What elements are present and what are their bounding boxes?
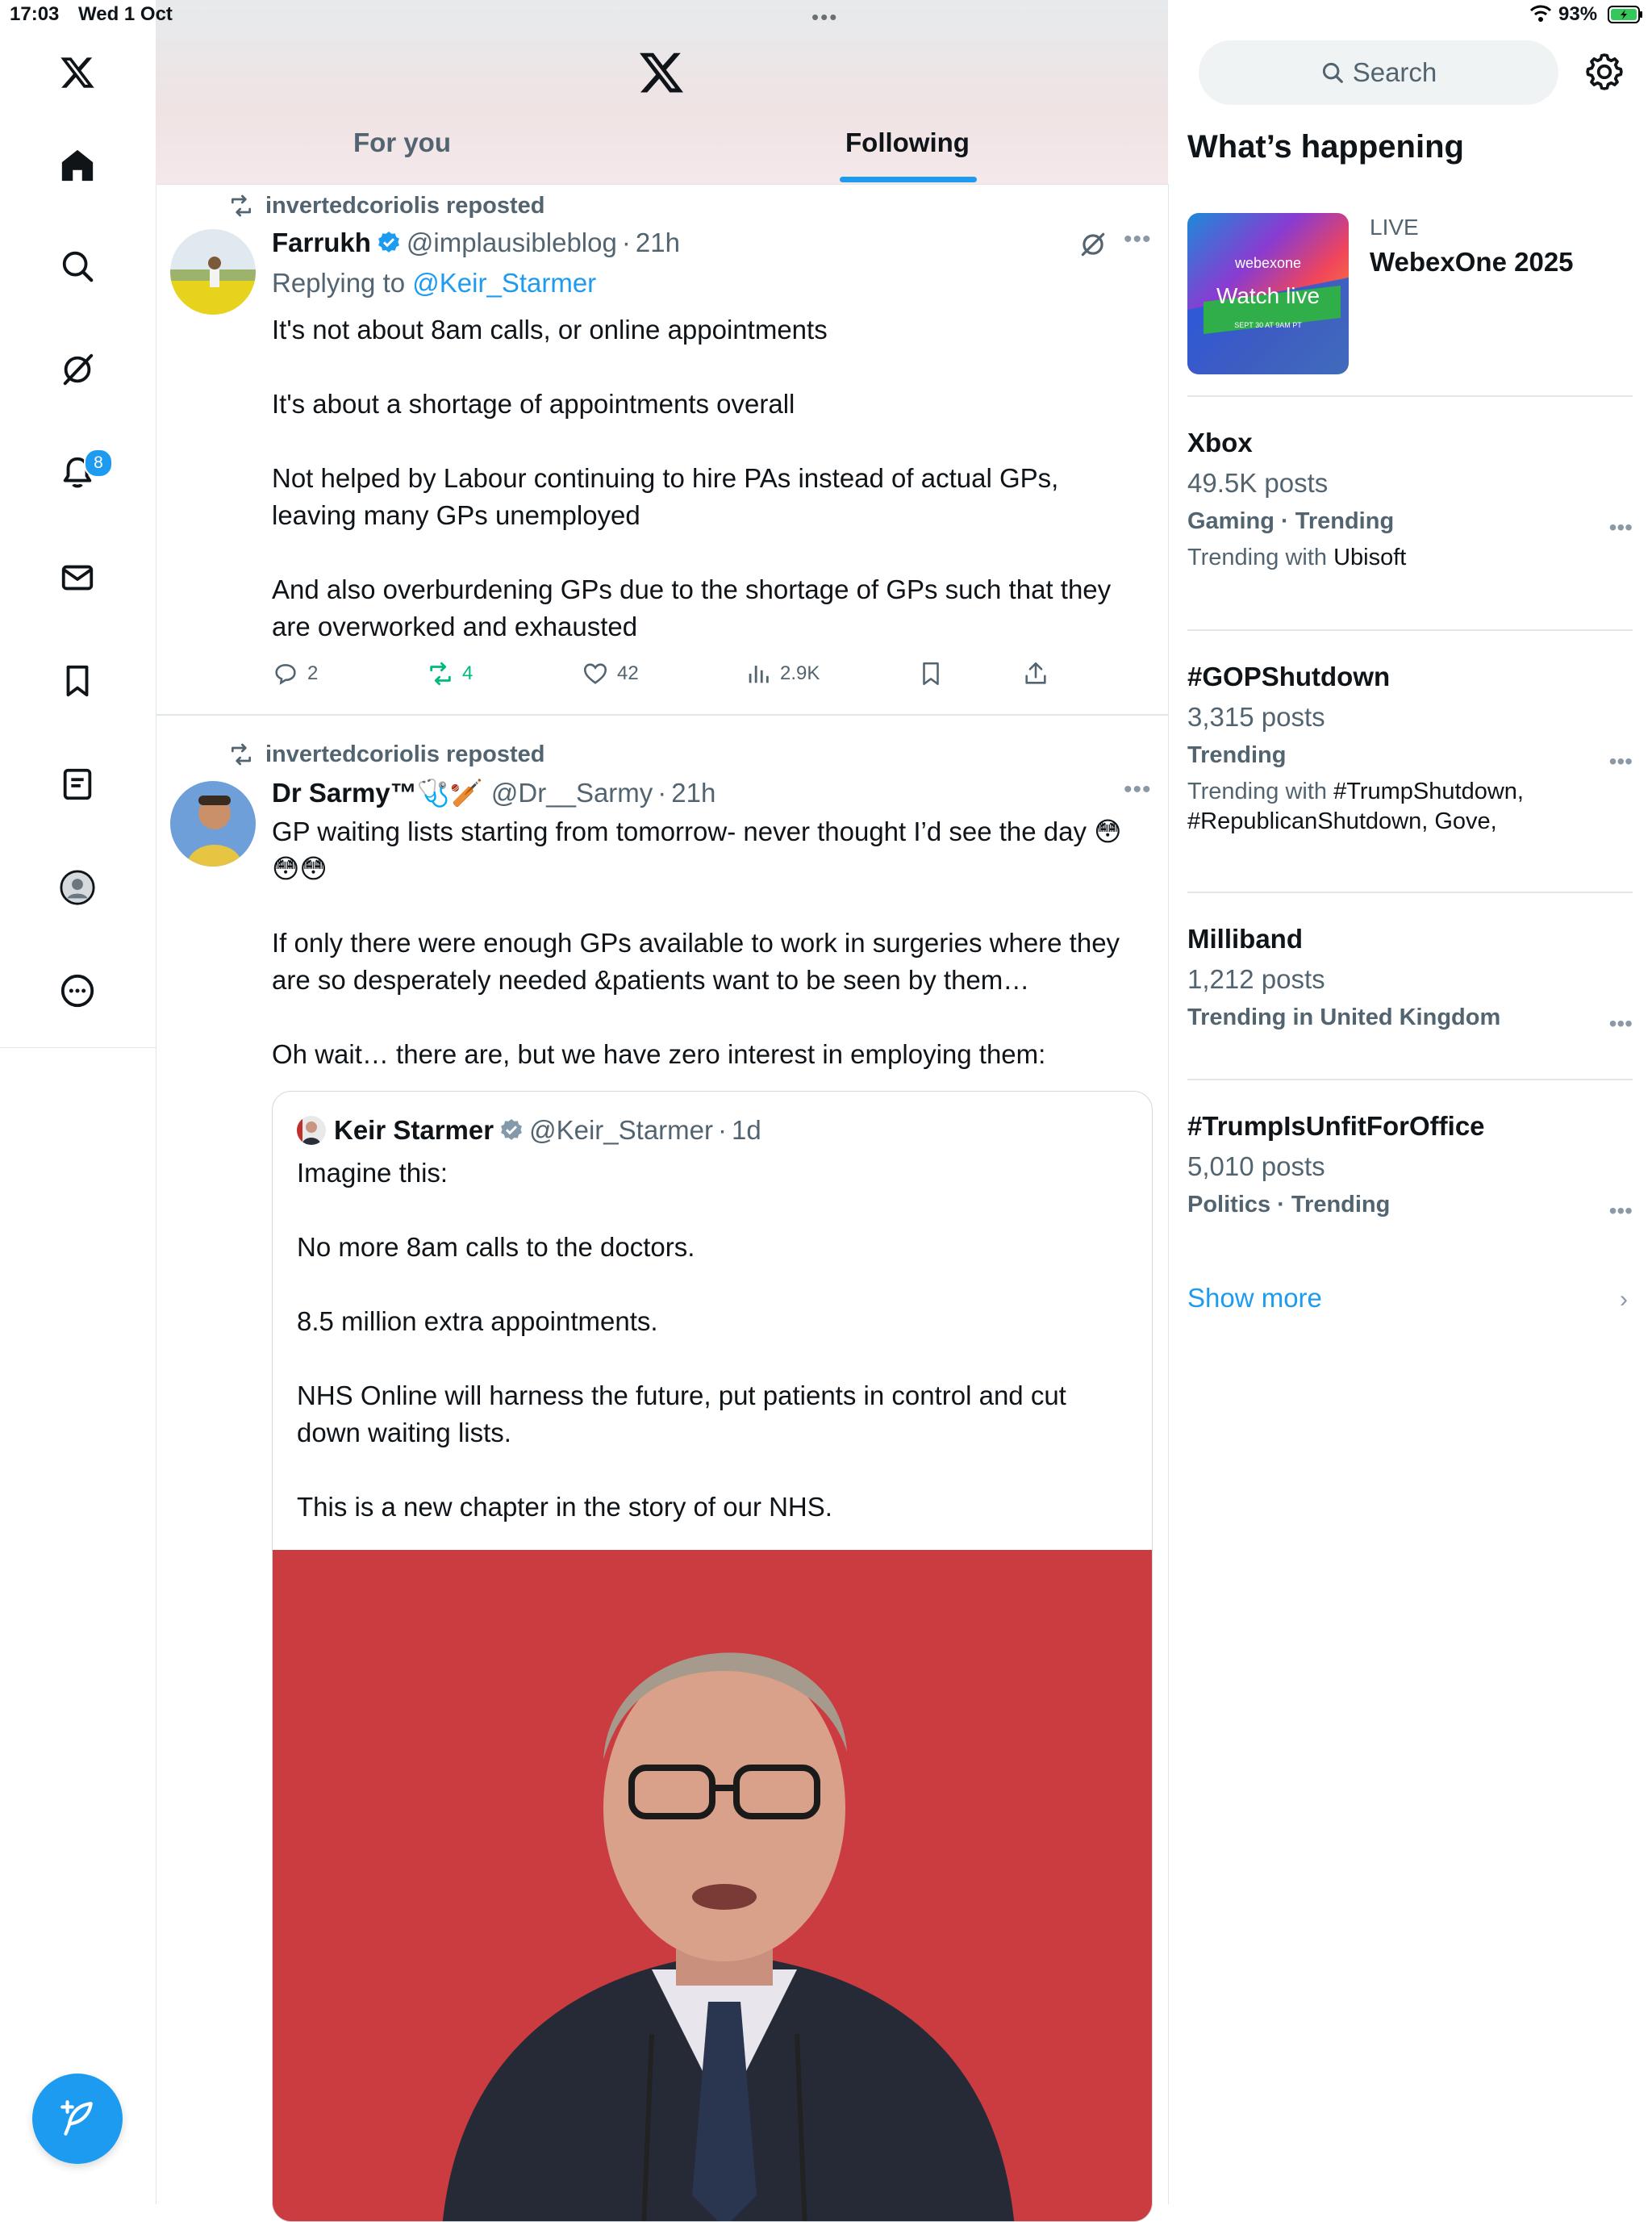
tweet-divider (156, 714, 1168, 716)
left-nav (0, 0, 156, 1048)
repost-count: 4 (462, 662, 473, 684)
x-logo-icon (637, 48, 686, 97)
heart-icon (582, 660, 609, 687)
search-bar[interactable] (1199, 40, 1558, 105)
quoted-media-image[interactable] (273, 1550, 1152, 2222)
x-logo-icon[interactable] (53, 48, 102, 97)
trend-more-icon[interactable]: ••• (1608, 749, 1633, 774)
quoted-paragraph: This is a new chapter in the story of our NHS. (297, 1492, 832, 1522)
trend-name: #TrumpIsUnfitForOffice (1187, 1111, 1485, 1141)
quoted-paragraph: 8.5 million extra appointments. (297, 1306, 658, 1336)
trend-item[interactable] (1187, 924, 1633, 1036)
trend-related-prefix: Trending with (1187, 545, 1328, 570)
more-icon[interactable] (53, 967, 102, 1015)
repost-indicator (228, 190, 545, 222)
home-icon[interactable] (53, 141, 102, 190)
tweet-paragraph: It's not about 8am calls, or online appointments (272, 315, 828, 345)
trend-related (1187, 777, 1633, 837)
trend-related (1187, 543, 1633, 573)
left-nav-spacer (0, 1047, 156, 2204)
tab-for-you[interactable]: For you (353, 127, 451, 157)
compose-button[interactable] (32, 2074, 123, 2164)
trend-item[interactable] (1187, 1111, 1633, 1223)
tweet-paragraph: If only there were enough GPs available to work in surgeries where they are so desperately needed &patients want to be seen by them… (272, 928, 1120, 995)
trend-post-count: 3,315 posts (1187, 702, 1325, 732)
status-bar (0, 0, 1652, 32)
timeline-feed (156, 184, 1169, 2204)
avatar[interactable] (170, 781, 256, 867)
chevron-right-icon[interactable]: › (1620, 1286, 1628, 1313)
live-event-title[interactable]: WebexOne 2025 (1370, 247, 1574, 277)
trend-related-topics[interactable]: Ubisoft (1333, 545, 1407, 570)
quoted-author-handle[interactable]: @Keir_Starmer (529, 1115, 713, 1145)
views-button[interactable] (745, 660, 820, 687)
tweet-paragraph: And also overburdening GPs due to the shortage of GPs such that they are overworked and exhausted (272, 574, 1112, 641)
more-options-icon[interactable]: ••• (1124, 776, 1152, 803)
trend-post-count: 5,010 posts (1187, 1151, 1325, 1181)
tweet-author-row (272, 224, 680, 261)
trend-name: Milliband (1187, 924, 1303, 954)
trend-post-count: 49.5K posts (1187, 468, 1329, 498)
trend-name: #GOPShutdown (1187, 662, 1391, 691)
quoted-tweet[interactable] (272, 1091, 1153, 2222)
author-name[interactable]: Dr Sarmy™🩺🏏 (272, 777, 483, 808)
bookmarks-icon[interactable] (53, 657, 102, 705)
grok-icon[interactable] (1078, 229, 1108, 260)
lists-icon[interactable] (53, 760, 102, 808)
settings-gear-icon[interactable] (1584, 52, 1625, 92)
profile-icon[interactable] (53, 863, 102, 912)
quoted-paragraph: No more 8am calls to the doctors. (297, 1232, 695, 1262)
reply-icon (272, 660, 299, 687)
separator-dot: · (718, 1115, 727, 1145)
trend-more-icon[interactable]: ••• (1608, 1011, 1633, 1036)
separator-dot: · (621, 228, 631, 257)
verified-badge-icon (376, 230, 402, 256)
search-icon[interactable] (53, 242, 102, 290)
tweet-paragraph: It's about a shortage of appointments overall (272, 389, 795, 419)
tweet-text (272, 813, 1143, 1073)
live-event-thumbnail[interactable] (1187, 213, 1349, 374)
trend-item[interactable] (1187, 428, 1633, 573)
right-sidebar (1168, 0, 1652, 2204)
live-label: LIVE (1370, 215, 1419, 240)
search-placeholder: Search (1352, 57, 1437, 87)
like-button[interactable] (582, 660, 639, 687)
tweet-actions (272, 660, 1143, 692)
compose-feather-icon (57, 2099, 98, 2139)
share-icon (1022, 660, 1049, 687)
tweet-paragraph: Not helped by Labour continuing to hire PAs instead of actual GPs, leaving many GPs unemployed (272, 463, 1059, 530)
author-handle[interactable]: @Dr__Sarmy (490, 778, 653, 808)
repost-icon (427, 660, 454, 687)
notifications-badge: 8 (84, 449, 113, 478)
replying-to-link[interactable]: @Keir_Starmer (412, 268, 597, 298)
trend-category: Politics · Trending (1187, 1192, 1391, 1218)
tweet-time[interactable]: 21h (635, 228, 680, 257)
quoted-author-row (297, 1111, 761, 1150)
show-more-link[interactable]: Show more (1187, 1283, 1322, 1313)
trend-related-prefix: Trending with (1187, 779, 1328, 804)
trend-related-topics[interactable]: #TrumpShutdown, #RepublicanShutdown, Gove, (1187, 779, 1524, 834)
status-time: 17:03 (10, 3, 60, 25)
battery-percent: 93% (1558, 3, 1598, 25)
more-options-icon[interactable]: ••• (1124, 226, 1152, 253)
repost-label[interactable]: invertedcoriolis reposted (265, 741, 545, 767)
trend-post-count: 1,212 posts (1187, 964, 1325, 994)
tweet-time[interactable]: 21h (671, 778, 716, 808)
share-button[interactable] (1022, 660, 1058, 687)
quoted-tweet-text (297, 1155, 1136, 1526)
trend-category: Trending (1187, 742, 1287, 768)
grok-icon[interactable] (53, 345, 102, 394)
quoted-paragraph: Imagine this: (297, 1158, 448, 1188)
bookmark-button[interactable] (917, 660, 953, 687)
views-count: 2.9K (780, 662, 820, 684)
repost-icon (228, 741, 254, 767)
tweet-author-row (272, 775, 715, 812)
repost-indicator (228, 738, 545, 771)
tweet-text (272, 265, 1143, 645)
reply-button[interactable] (272, 660, 318, 687)
trend-name: Xbox (1187, 428, 1253, 457)
status-date: Wed 1 Oct (78, 3, 173, 25)
tweet-paragraph: GP waiting lists starting from tomorrow- never thought I’d see the day 😳😳😳 (272, 817, 1122, 883)
trend-divider (1187, 629, 1633, 631)
repost-icon (228, 193, 254, 219)
trend-divider (1187, 395, 1633, 397)
author-name[interactable]: Farrukh (272, 228, 371, 257)
multitasking-dots-icon[interactable]: ••• (811, 5, 839, 29)
verified-badge-icon (499, 1117, 524, 1143)
trend-more-icon[interactable]: ••• (1608, 1198, 1633, 1223)
like-count: 42 (617, 662, 639, 684)
wifi-icon (1529, 2, 1553, 26)
trend-category: Trending in United Kingdom (1187, 1004, 1501, 1030)
quoted-paragraph: NHS Online will harness the future, put patients in control and cut down waiting lists. (297, 1380, 1066, 1447)
trend-category: Gaming · Trending (1187, 508, 1395, 534)
trend-divider (1187, 1079, 1633, 1080)
reply-count: 2 (307, 662, 319, 684)
live-card-cta: Watch live (1216, 283, 1320, 308)
quoted-tweet-time[interactable]: 1d (732, 1115, 761, 1145)
quoted-avatar[interactable] (297, 1116, 326, 1145)
section-title: What’s happening (1187, 129, 1464, 165)
battery-icon (1608, 5, 1643, 24)
tab-following[interactable]: Following (845, 127, 970, 157)
tweet-paragraph: Oh wait… there are, but we have zero interest in employing them: (272, 1039, 1046, 1069)
repost-button[interactable] (427, 660, 473, 687)
views-icon (745, 660, 772, 687)
search-icon (1320, 61, 1345, 85)
separator-dot: · (657, 778, 667, 808)
author-handle[interactable]: @implausibleblog (406, 228, 617, 257)
trend-more-icon[interactable]: ••• (1608, 515, 1633, 540)
trend-item[interactable] (1187, 662, 1633, 837)
replying-prefix: Replying to (272, 268, 406, 298)
live-card-brand: webexone (1234, 255, 1302, 271)
trend-divider (1187, 892, 1633, 893)
avatar[interactable] (170, 229, 256, 315)
repost-label[interactable]: invertedcoriolis reposted (265, 192, 545, 219)
quoted-author-name[interactable]: Keir Starmer (334, 1115, 494, 1145)
messages-icon[interactable] (53, 553, 102, 602)
live-card-date: SEPT 30 AT 9AM PT (1234, 321, 1302, 329)
active-tab-indicator (840, 177, 977, 182)
bookmark-icon (917, 660, 945, 687)
